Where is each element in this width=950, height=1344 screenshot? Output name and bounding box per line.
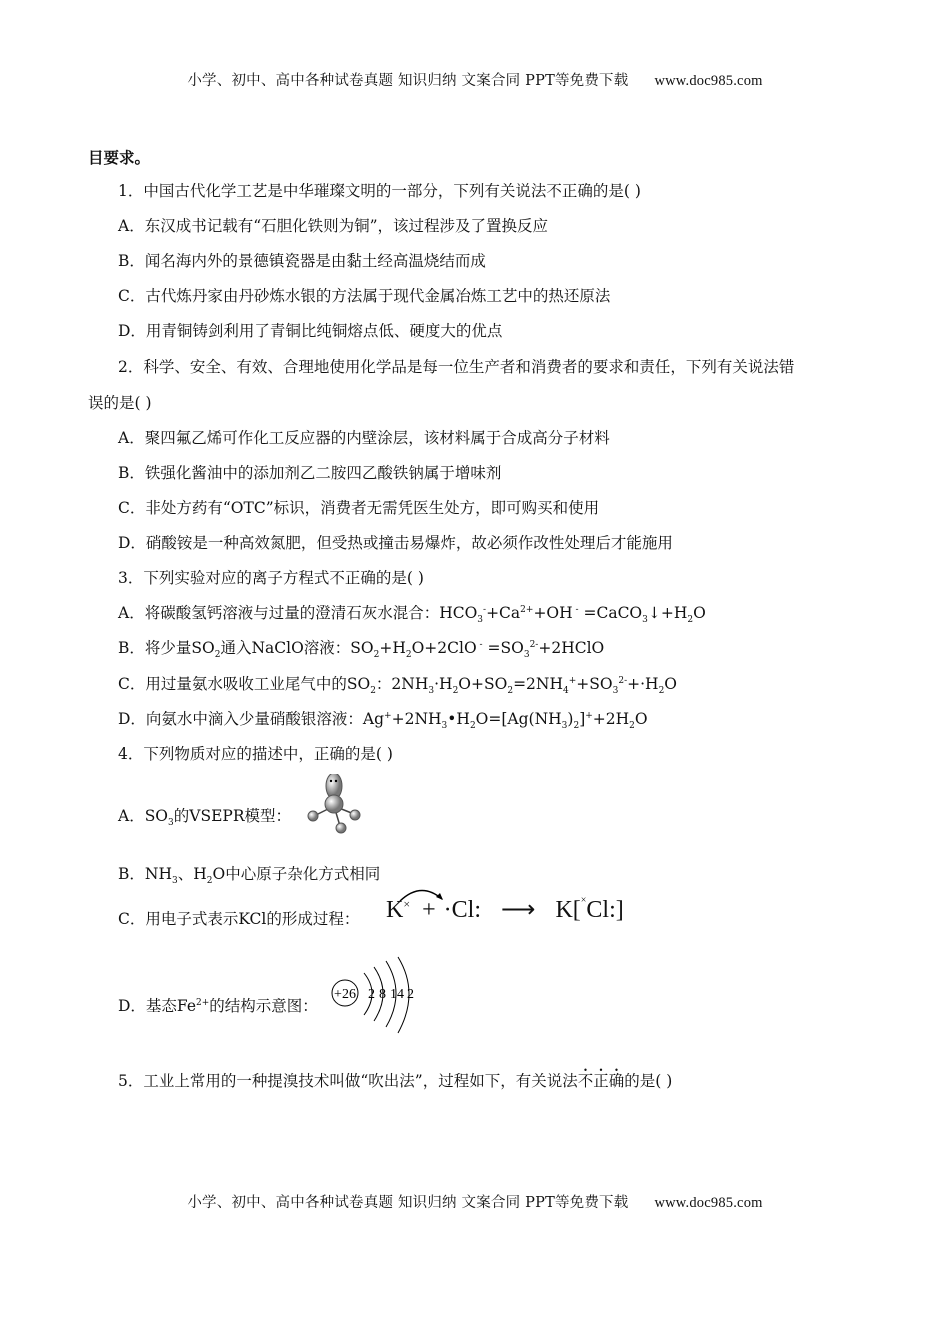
text-segment: 2: [507, 686, 514, 697]
text-segment: 3: [171, 876, 178, 887]
text-line: [118, 744, 393, 764]
text-segment: O: [664, 675, 678, 693]
k-symbol: K: [386, 897, 404, 923]
page-header: [0, 69, 950, 90]
text-segment: +OH: [533, 604, 573, 622]
shell-1-count: 2: [368, 987, 375, 1002]
text-segment: 的是( ): [624, 1072, 673, 1090]
text-line: [88, 393, 152, 413]
text-segment: +: [568, 675, 577, 686]
text-segment: -: [476, 639, 483, 650]
text-line: [118, 674, 678, 697]
text-segment: 的VSEPR模型：: [173, 807, 291, 825]
text-line: [118, 286, 610, 306]
text-segment: D．基态Fe: [118, 997, 197, 1015]
text-line: [118, 357, 794, 377]
text-segment: 2: [206, 876, 213, 887]
text-line: [118, 909, 359, 929]
text-segment: O中心原子杂化方式相同: [212, 865, 381, 883]
text-line: [118, 216, 548, 236]
text-segment: A．聚四氟乙烯可作化工反应器的内壁涂层，该材料属于合成高分子材料: [118, 429, 610, 447]
text-segment: 3: [428, 686, 435, 697]
text-segment: =CaCO: [578, 604, 643, 622]
nucleus-charge: +26: [334, 987, 356, 1002]
text-line: [118, 638, 605, 661]
text-segment: +·H: [627, 675, 659, 693]
text-segment: 4: [563, 686, 569, 697]
reaction-arrow: ⟶: [501, 897, 536, 923]
text-segment: C．用过量氨水吸收工业尾气中的SO: [118, 675, 371, 693]
text-segment: 5．工业上常用的一种提溴技术叫做“吹出法”，过程如下，有关说法: [118, 1072, 578, 1090]
text-segment: 1．中国古代化学工艺是中华璀璨文明的一部分，下列有关说法不正确的是( ): [118, 182, 641, 200]
bracket-left: [: [572, 897, 581, 923]
text-line: [88, 148, 150, 168]
text-segment: A．SO: [118, 807, 169, 825]
text-segment: ]: [579, 710, 586, 728]
text-segment: D．向氨水中滴入少量硝酸银溶液：Ag: [118, 710, 385, 728]
text-segment: 2-: [529, 639, 539, 650]
text-segment: D．用青铜铸剑利用了青铜比纯铜熔点低、硬度大的优点: [118, 322, 503, 340]
text-line: [118, 321, 502, 341]
text-segment: ：2NH: [375, 675, 429, 693]
text-line: [118, 709, 648, 732]
electron-cross: ×: [403, 897, 411, 911]
text-segment: 4．下列物质对应的描述中，正确的是( ): [118, 745, 393, 763]
text-segment: +2HClO: [538, 639, 605, 657]
text-segment: +: [384, 710, 392, 721]
text-segment: A．东汉成书记载有“石胆化铁则为铜”，该过程涉及了置换反应: [118, 217, 549, 235]
text-line: [118, 428, 610, 448]
text-segment: A．将碳酸氢钙溶液与过量的澄清石灰水混合：HCO: [118, 604, 478, 622]
text-segment: -: [572, 604, 579, 615]
text-line: [118, 1071, 672, 1091]
text-segment: 误的是( ): [88, 394, 152, 412]
text-segment: 2: [405, 650, 412, 661]
text-segment: B．铁强化酱油中的添加剂乙二胺四乙酸铁钠属于增味剂: [118, 464, 502, 482]
header-text: 小学、初中、高中各种试卷真题 知识归纳 文案合同 PPT等免费下载: [187, 73, 629, 89]
text-line: [118, 806, 291, 829]
text-segment: +Ca: [486, 604, 521, 622]
k-symbol-product: K: [555, 897, 573, 923]
text-line: [118, 533, 673, 553]
text-segment: O=[Ag(NH: [475, 710, 562, 728]
text-segment: 2: [469, 721, 476, 732]
text-segment: 3: [168, 818, 174, 829]
text-line: [118, 251, 486, 271]
electron-cross-product: ×: [580, 895, 587, 906]
text-line: [118, 568, 424, 588]
text-segment: 、H: [177, 865, 207, 883]
text-segment: ·H: [434, 675, 453, 693]
bracket-right: ]: [615, 897, 624, 923]
text-segment: O+2ClO: [411, 639, 477, 657]
plus-sign: +: [422, 897, 436, 923]
text-segment: C．古代炼丹家由丹砂炼水银的方法属于现代金属冶炼工艺中的热还原法: [118, 287, 611, 305]
text-segment: 不: [577, 1072, 594, 1090]
text-segment: 2+: [196, 997, 210, 1008]
text-segment: =2NH: [513, 675, 563, 693]
text-line: [118, 181, 641, 201]
text-segment: D．硝酸铵是一种高效氮肥，但受热或撞击易爆炸，故必须作改性处理后才能施用: [118, 534, 673, 552]
shell-2-count: 8: [379, 987, 386, 1002]
text-segment: =SO: [482, 639, 524, 657]
text-segment: 3: [561, 721, 568, 732]
kcl-electron-formula: K× + ·Cl: ⟶ K[×Cl:]: [386, 895, 624, 924]
text-segment: 2: [573, 721, 580, 732]
text-segment: O: [634, 710, 648, 728]
text-line: [118, 996, 318, 1016]
text-segment: 2: [658, 686, 665, 697]
text-segment: O: [693, 604, 706, 622]
text-segment: 正: [593, 1072, 609, 1090]
text-segment: 确: [608, 1072, 625, 1090]
footer-site-link[interactable]: www.doc985.com: [654, 1195, 763, 1211]
text-segment: B．将少量SO: [118, 639, 215, 657]
text-line: [118, 603, 706, 626]
text-segment: O+SO: [458, 675, 508, 693]
text-segment: B．NH: [118, 865, 172, 883]
text-segment: 的结构示意图：: [209, 997, 318, 1015]
text-segment: B．闻名海内外的景德镇瓷器是由黏土经高温烧结而成: [118, 252, 486, 270]
text-segment: +H: [379, 639, 406, 657]
text-segment: +2H: [592, 710, 630, 728]
text-segment: 2: [370, 686, 376, 697]
text-segment: C．非处方药有“OTC”标识，消费者无需凭医生处方，即可购买和使用: [118, 499, 600, 517]
text-segment: 2+: [520, 604, 534, 615]
text-line: [118, 498, 599, 518]
text-segment: 通入NaClO溶液：SO: [220, 639, 374, 657]
shell-4-count: 2: [407, 987, 414, 1002]
text-segment: +SO: [576, 675, 613, 693]
text-line: [118, 864, 381, 887]
shell-3-count: 14: [390, 987, 404, 1002]
header-site-link[interactable]: www.doc985.com: [654, 73, 763, 89]
text-segment: C．用电子式表示KCl的形成过程：: [118, 910, 360, 928]
text-segment: 3: [642, 615, 648, 626]
text-segment: 2: [629, 721, 635, 732]
text-segment: ): [567, 710, 574, 728]
text-segment: +2NH: [391, 710, 442, 728]
text-segment: ↓+H: [647, 604, 688, 622]
text-line: [118, 463, 501, 483]
fe-ion-structure-diagram: [328, 955, 428, 1035]
text-segment: 2: [214, 650, 221, 661]
page-footer: [0, 1191, 950, 1212]
footer-text: 小学、初中、高中各种试卷真题 知识归纳 文案合同 PPT等免费下载: [187, 1195, 629, 1211]
text-segment: 2．科学、安全、有效、合理地使用化学品是每一位生产者和消费者的要求和责任，下列有关说法错: [118, 358, 795, 376]
text-segment: •H: [447, 710, 470, 728]
text-segment: 2-: [618, 675, 628, 686]
text-segment: 3: [523, 650, 530, 661]
text-segment: 2: [452, 686, 459, 697]
cl-symbol: Cl: [451, 897, 475, 923]
text-segment: +: [585, 710, 593, 721]
text-segment: 3: [477, 615, 484, 626]
electron-transfer-arrow-icon: [396, 885, 456, 905]
text-segment: 3: [441, 721, 448, 732]
vsepr-model-figure: [300, 774, 370, 834]
text-segment: 2: [687, 615, 694, 626]
text-segment: 3．下列实验对应的离子方程式不正确的是( ): [118, 569, 424, 587]
text-segment: 目要求。: [88, 148, 151, 167]
text-segment: 2: [373, 650, 380, 661]
cl-symbol-product: Cl: [586, 897, 610, 923]
text-segment: -: [483, 604, 487, 615]
text-segment: 3: [612, 686, 619, 697]
